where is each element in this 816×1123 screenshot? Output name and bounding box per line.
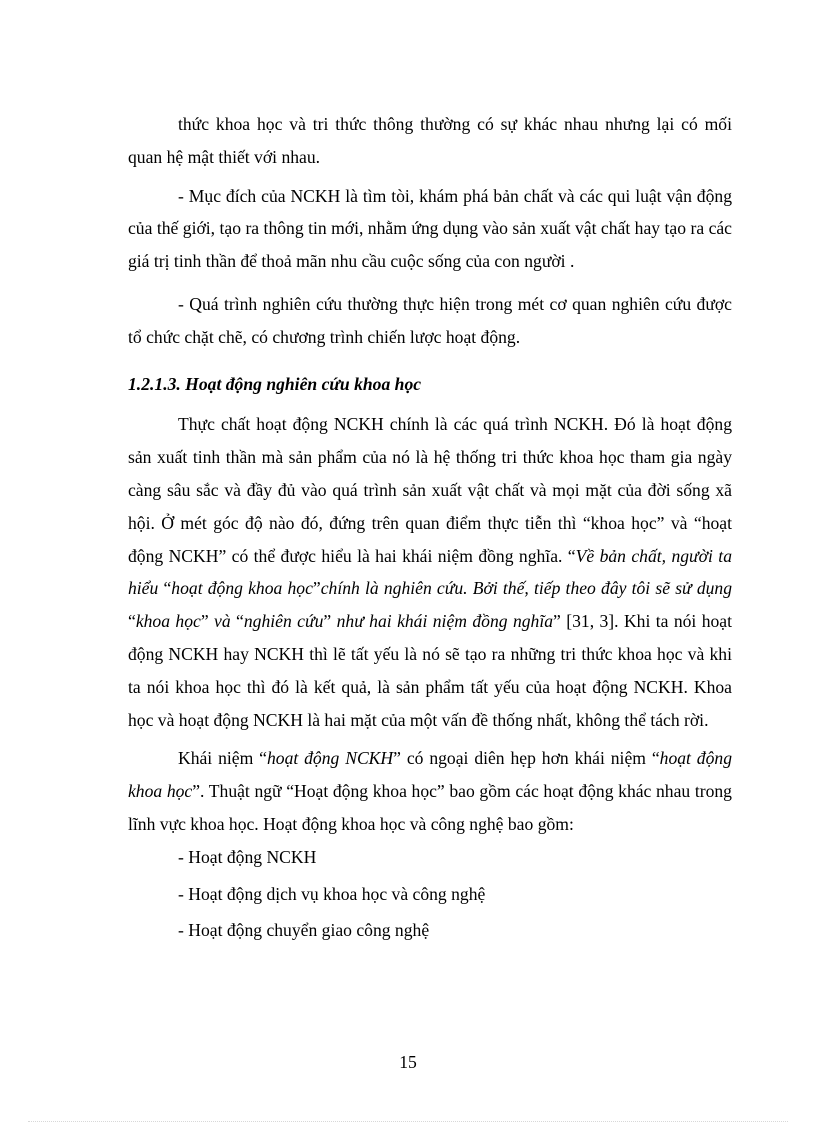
- text-run: “: [230, 611, 244, 632]
- document-body: [128, 108, 732, 951]
- footer-divider: [28, 1121, 788, 1122]
- italic-run: chính là nghiên cứu. Bởi thế, tiếp theo đây tôi sẽ sử dụng: [320, 578, 733, 599]
- page-number: 15: [399, 1052, 417, 1072]
- italic-run: như hai khái niệm đồng nghĩa: [336, 611, 554, 632]
- text-run: ”: [200, 611, 215, 632]
- paragraph-research-purpose: - Mục đích của NCKH là tìm tòi, khám phá bản chất và các qui luật vận động của thế giới, tạo ra thông tin mới, nhằm ứng dụng vào sản xuất vật chất hay tạo ra các giá trị tinh thần để thoả mãn nhu cầu cuộc sống của con người .: [128, 185, 732, 272]
- text-run: “: [128, 611, 136, 632]
- italic-run: nghiên cứu: [243, 611, 324, 632]
- text-run: Thực chất hoạt động NCKH chính là các quá trình NCKH. Đó là hoạt động sản xuất tinh thần mà sản phẩm của nó là hệ thống tri thức khoa học tham gia ngày càng sâu sắc và đầy đủ vào quá trình sản xuất vật chất và mọi mặt của đời sống xã hội. Ở mét góc độ nào đó, đứng trên quan điểm thực tiễn thì “khoa học” và “hoạt động NCKH” có thể được hiểu là hai khái niệm đồng nghĩa. “: [128, 414, 732, 566]
- italic-run: khoa học: [135, 611, 201, 632]
- paragraph-concept-scope: [128, 742, 732, 840]
- italic-run: và: [214, 611, 231, 632]
- text-run: Khái niệm “: [178, 748, 267, 769]
- italic-run: Về bản chất, người ta hiểu: [128, 545, 732, 599]
- list-item: - Hoạt động chuyển giao công nghệ: [178, 920, 430, 941]
- section-heading: 1.2.1.3. Hoạt động nghiên cứu khoa học: [128, 373, 422, 394]
- text-run: ”: [323, 611, 337, 632]
- text-run: ” có ngoại diên hẹp hơn khái niệm “: [393, 748, 660, 769]
- italic-run: hoạt động khoa học: [171, 578, 313, 599]
- paragraph-knowledge-relation: thức khoa học và tri thức thông thường có sự khác nhau nhưng lại có mối quan hệ mật thiết với nhau.: [128, 114, 732, 167]
- list-item: - Hoạt động NCKH: [178, 846, 317, 867]
- text-run: “: [158, 578, 172, 599]
- text-run: ” [31, 3]. Khi ta nói hoạt động NCKH hay NCKH thì lẽ tất yếu là nó sẽ tạo ra những tri thức khoa học và khi ta nói khoa học thì đó là kết quả, là sản phẩm tất yếu của hoạt động NCKH. Khoa học và hoạt động NCKH là hai mặt của một vấn đề thống nhất, không thể tách rời.: [128, 611, 733, 730]
- text-run: ”: [312, 578, 321, 599]
- list-item: - Hoạt động dịch vụ khoa học và công nghệ: [178, 883, 486, 904]
- paragraph-research-activity: [128, 408, 732, 736]
- italic-run: hoạt động khoa học: [128, 748, 732, 802]
- text-run: ”. Thuật ngữ “Hoạt động khoa học” bao gồm các hoạt động khác nhau trong lĩnh vực khoa học. Hoạt động khoa học và công nghệ bao gồm:: [128, 781, 732, 834]
- italic-run: hoạt động NCKH: [266, 748, 394, 769]
- paragraph-research-process: - Quá trình nghiên cứu thường thực hiện trong mét cơ quan nghiên cứu được tổ chức chặt chẽ, có chương trình chiến lược hoạt động.: [128, 293, 732, 347]
